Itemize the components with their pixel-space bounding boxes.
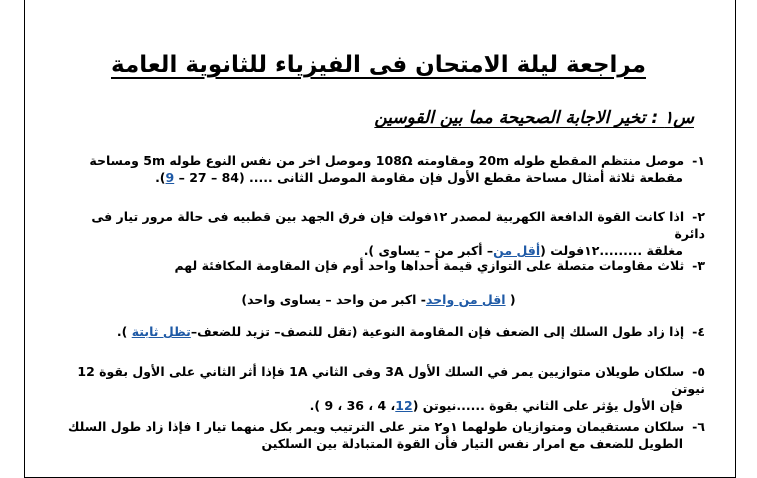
question-text: ). [155, 170, 166, 185]
question-text: إذا زاد طول السلك إلى الضعف فإن المقاومة النوعية (تقل للنصف– تزيد للضعف– [190, 324, 685, 339]
question-number: ٢- [692, 209, 705, 224]
question-text: – أكبر من – يساوى ). [363, 243, 494, 258]
question-text: ثلاث مقاومات متصلة على التوازي قيمة أحداها واحد أوم فإن المقاومة المكافئة لهم [174, 258, 685, 273]
question-number: ٥- [692, 364, 705, 379]
answer-highlight: أقل من [493, 243, 541, 258]
section-heading: س١ : تخير الاجابة الصحيحة مما بين القوسين [374, 108, 694, 128]
question-text: مغلقة .........١٢فولت ( [540, 243, 683, 258]
question-number: ١- [692, 153, 705, 168]
page-title: مراجعة ليلة الامتحان فى الفيزياء للثانوية العامة [111, 52, 646, 78]
question-text: الطويل للضعف مع امرار نفس التيار فأن القوة المتبادلة بين السلكين [261, 436, 683, 451]
question-text: ). [116, 324, 132, 339]
question-number: ٦- [692, 419, 705, 434]
question-5 [65, 363, 705, 414]
question-text: موصل منتظم المقطع طوله 20m ومقاومته 108Ω وموصل اخر من نفس النوع طوله 5m ومساحة [89, 153, 685, 168]
question-3-options [0, 292, 757, 307]
question-text: سلكان طويلان متوازيين يمر في السلك الأول 3A وفى الثاني 1A فإذا أثر الثاني على الأول بقوة 12 نيوتن [77, 364, 705, 396]
question-text: ، 4 ، 36 ، 9 ). [309, 398, 396, 413]
question-text: سلكان مستقيمان ومتوازيان طولهما ١و٢ متر على الترتيب ويمر بكل منهما تيار I فإذا زاد طول السلك [68, 419, 685, 434]
answer-highlight: تظل ثابتة [131, 324, 191, 339]
answer-highlight: اقل من واحد [425, 292, 506, 307]
answer-highlight: 12 [395, 398, 413, 413]
question-number: ٣- [692, 258, 705, 273]
question-3 [65, 257, 705, 274]
question-6 [65, 418, 705, 452]
question-1 [65, 152, 705, 186]
question-text: ( [505, 292, 516, 307]
question-text: مقطعة ثلاثة أمثال مساحة مقطع الأول فإن مقاومة الموصل الثانى ..... (84 – 27 – [174, 170, 683, 185]
question-text: اذا كانت القوة الدافعة الكهربية لمصدر ١٢فولت فإن فرق الجهد بين قطبيه فى حالة مرور تيار فى دائرة [91, 209, 705, 241]
question-text: - اكبر من واحد – يساوى واحد) [241, 292, 426, 307]
question-text: فإن الأول يؤثر على الثاني بقوة ......نيوتن ( [412, 398, 683, 413]
question-2 [65, 208, 705, 259]
question-number: ٤- [692, 324, 705, 339]
question-4 [65, 323, 705, 340]
answer-highlight: 9 [165, 170, 175, 185]
